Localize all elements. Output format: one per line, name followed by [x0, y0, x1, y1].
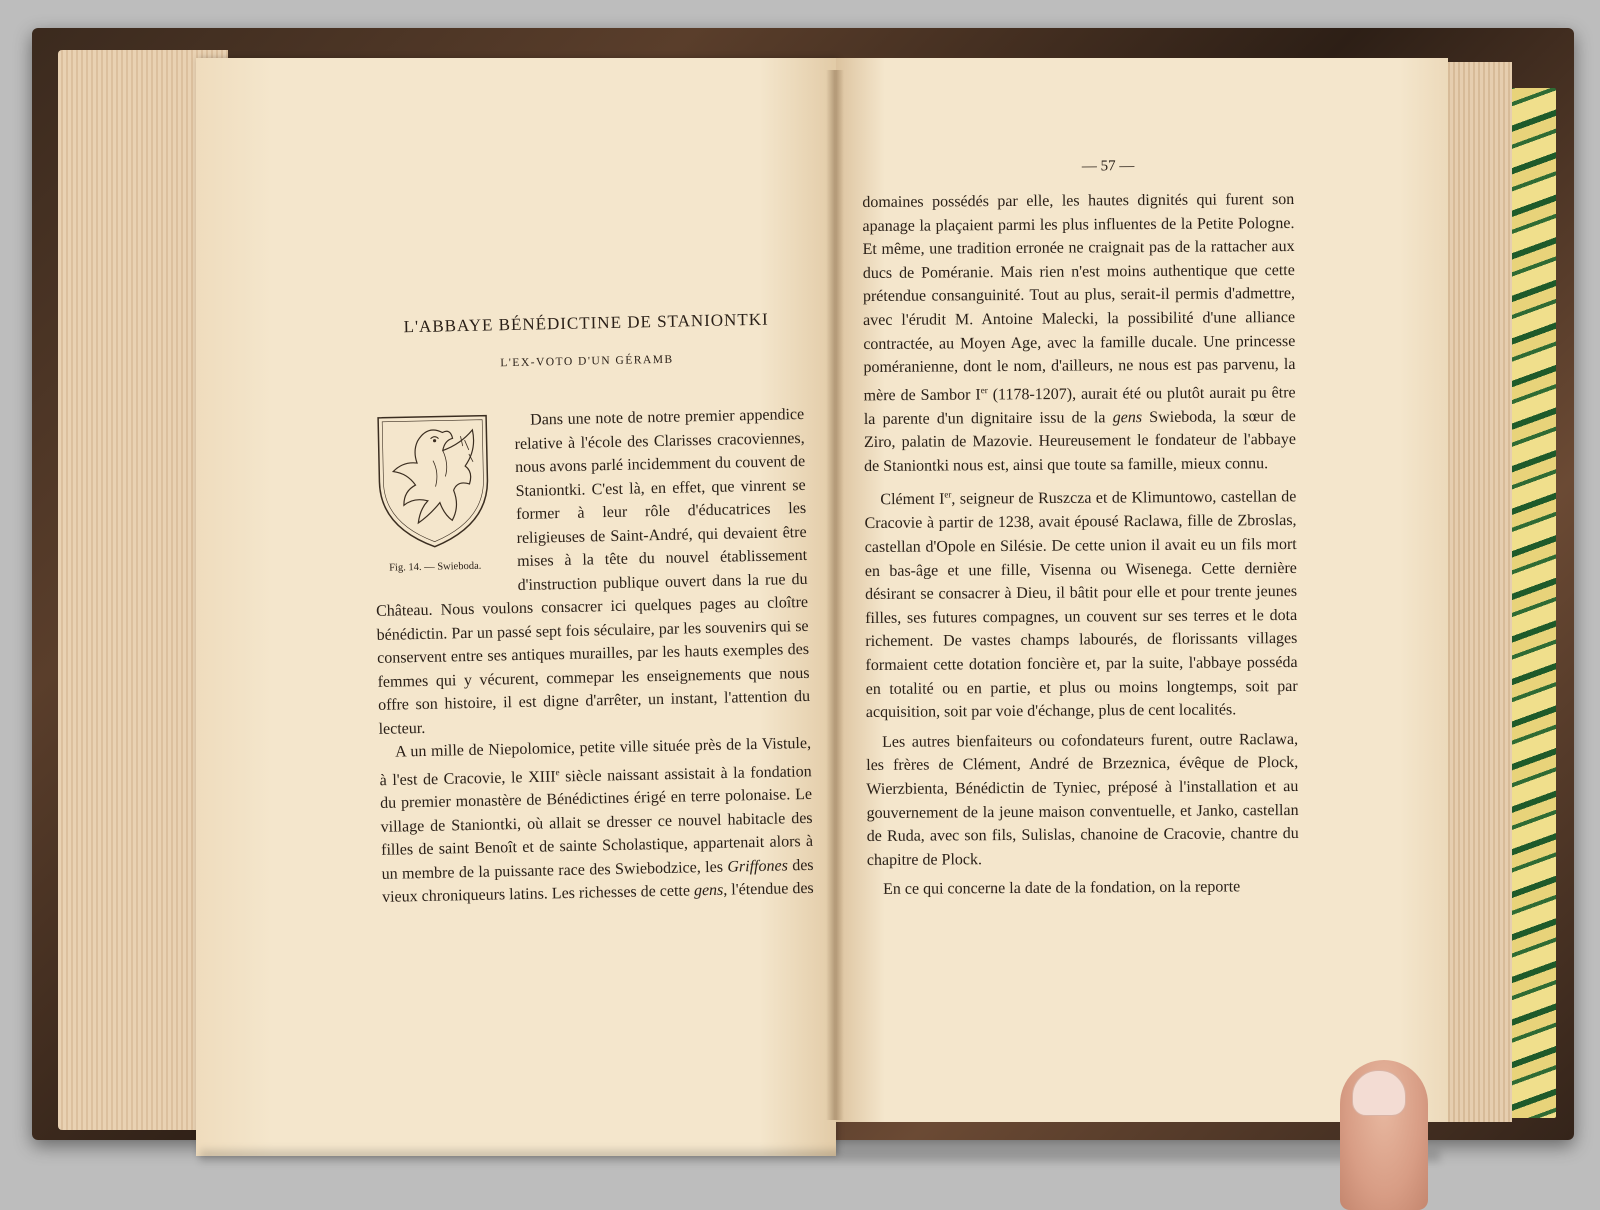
book-gutter	[826, 70, 844, 1120]
page-number: — 57 —	[1081, 158, 1135, 175]
fingernail	[1352, 1070, 1406, 1116]
left-paragraph-1: Dans une note de notre premier appendice relative à l'école des Clarisses cracoviennes, nous avons parlé incidemment du couvent de Staniontki. C'est là, en effet, que vinrent se former à leur rôle d'éducatrices les religieuses de Saint-André, qui devaient être mises à la tête du nouvel établissement d'instruction publique ouvert dans la rue du Château. Nous voulons consacrer ici quelques pages au cloître bénédictin. Par un passé sept fois séculaire, par les souvenirs qui se conservent entre ses antiques murailles, par les hauts exemples des femmes qui y vécurent, commepar les enseignements que nous offre son histoire, il est digne d'arrêter, un instant, l'attention du lecteur.	[375, 405, 811, 738]
right-paragraph-2: Clément Ier, seigneur de Ruszcza et de Klimuntowo, castellan de Cracovie à partir de 1238, avait épousé Raclawa, fille de Zbroslas, castellan d'Opole en Silésie. De cette union il avait eu un fils mort en bas-âge et une fille, Visenna ou Wisenega. Cette dernière désirant se consacrer à Dieu, il bâtit pour elle et pour trente jeunes filles, ses futures compagnes, un couvent sur ses terres et le dota richement. De vastes champs labourés, de florissants villages formaient cette dotation foncière et, par la suite, l'abbaye posséda en totalité ou en partie, et plus ou moins longtemps, soit par acquisition, soit par voie d'échange, plus de cent localités.	[864, 488, 1298, 722]
right-page-content	[862, 157, 1299, 908]
chapter-subtitle: L'EX-VOTO D'UN GÉRAMB	[500, 353, 674, 370]
right-paragraph-4: En ce qui concerne la date de la fondation, on la reporte	[883, 878, 1241, 899]
left-page-content	[370, 309, 814, 910]
book-shadow	[200, 1150, 1440, 1162]
left-paragraph-2: A un mille de Niepolomice, petite ville située près de la Vistule, à l'est de Cracovie, le XIIIe siècle naissant assistait à la fondation du premier monastère de Bénédictines érigé en terre polonaise. Le village de Staniontki, où allait se dresser ce nouvel habitacle des filles de saint Benoît et de sainte Scholastique, appartenait alors à un membre de la puissante race des Swiebodzice, les Griffones des vieux chroniqueurs latins. Les richesses de cette gens, l'étendue des	[379, 734, 814, 907]
figure-swieboda	[362, 409, 505, 574]
right-paragraph-3: Les autres bienfaiteurs ou cofondateurs furent, outre Raclawa, les frères de Clément, André de Brzeznica, évêque de Plock, Wierzbienta, Bénédictin de Tyniec, préposé à l'installation et au gouvernement de la jeune maison conventuelle, et Janko, castellan de Ruda, avec son fils, Sulislas, chanoine de Cracovie, chantre du chapitre de Plock.	[866, 730, 1299, 869]
right-paragraph-1: domaines possédés par elle, les hautes dignités qui furent son apanage la plaçaient parmi les plus influentes de la Petite Pologne. Et même, une tradition erronée ne craignait pas de la rattacher aux ducs de Poméranie. Mais rien n'est moins authentique que cette prétendue consanguinité. Tout au plus, serait-il permis d'admettre, avec l'érudit M. Antoine Malecki, la possibilité d'une alliance contractée, au Moyen Age, avec la famille ducale. Une princesse poméranienne, dont le nom, d'ailleurs, ne nous est pas parvenu, la mère de Sambor Ier (1178-1207), aurait été ou plutôt aurait pu être la parente d'un dignitaire issu de la gens Swieboda, la sœur de Ziro, palatin de Mazovie. Heureusement le fondateur de l'abbaye de Staniontki nous est, ainsi que toute sa famille, mieux connu.	[862, 190, 1297, 475]
chapter-title: L'ABBAYE BÉNÉDICTINE DE STANIONTKI	[403, 309, 769, 337]
figure-caption: Fig. 14. — Swieboda.	[389, 560, 482, 574]
coat-of-arms-griffin-icon	[372, 409, 495, 551]
page-stack-right	[1440, 62, 1512, 1122]
